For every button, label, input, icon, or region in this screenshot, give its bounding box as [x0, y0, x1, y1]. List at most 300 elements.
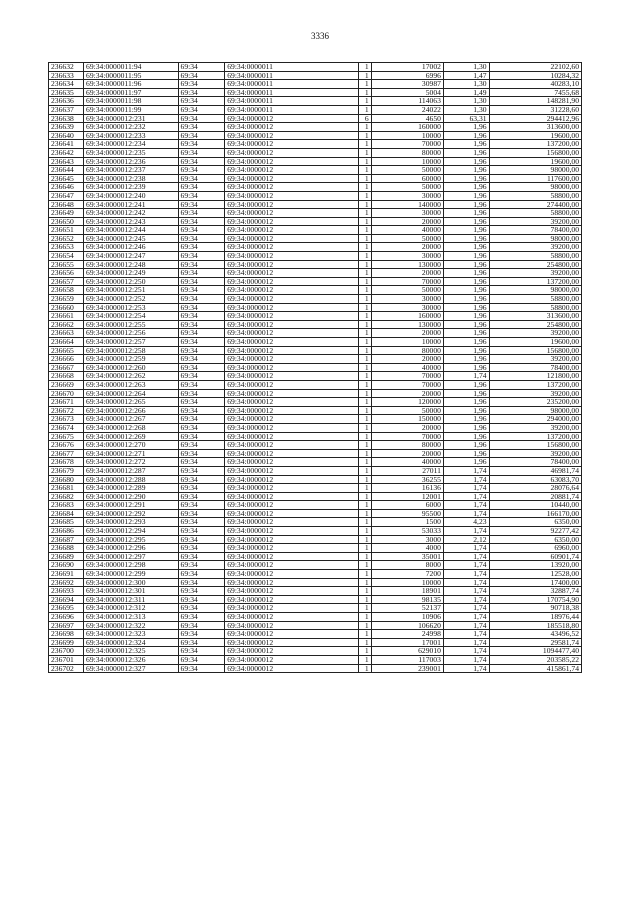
count-value-cell: 1	[358, 320, 371, 329]
row-id-cell: 236651	[49, 226, 84, 235]
area-value-cell: 80000	[371, 346, 443, 355]
area-value-cell: 36255	[371, 475, 443, 484]
rate-value-cell: 1,96	[443, 320, 489, 329]
count-value-cell: 1	[358, 484, 371, 493]
area-value-cell: 6996	[371, 71, 443, 80]
rate-value-cell: 1,74	[443, 466, 489, 475]
region-code-cell: 69:34	[178, 638, 225, 647]
region-code-cell: 69:34	[178, 183, 225, 192]
cost-value-cell: 203585,22	[489, 655, 581, 664]
cadastral-number-cell: 69:34:0000012:300	[84, 578, 178, 587]
region-code-cell: 69:34	[178, 621, 225, 630]
cost-value-cell: 7455,68	[489, 88, 581, 97]
block-number-cell: 69:34:0000011	[225, 105, 359, 114]
area-value-cell: 60000	[371, 174, 443, 183]
rate-value-cell: 1,30	[443, 63, 489, 72]
block-number-cell: 69:34:0000012	[225, 544, 359, 553]
cadastral-number-cell: 69:34:0000012:257	[84, 338, 178, 347]
count-value-cell: 1	[358, 355, 371, 364]
cadastral-number-cell: 69:34:0000012:296	[84, 544, 178, 553]
region-code-cell: 69:34	[178, 105, 225, 114]
area-value-cell: 10000	[371, 338, 443, 347]
region-code-cell: 69:34	[178, 552, 225, 561]
row-id-cell: 236649	[49, 209, 84, 218]
table-row	[49, 174, 582, 183]
row-id-cell: 236658	[49, 286, 84, 295]
row-id-cell: 236694	[49, 595, 84, 604]
area-value-cell: 30987	[371, 80, 443, 89]
row-id-cell: 236688	[49, 544, 84, 553]
count-value-cell: 1	[358, 595, 371, 604]
rate-value-cell: 1,30	[443, 80, 489, 89]
cost-value-cell: 235200,00	[489, 398, 581, 407]
table-row	[49, 509, 582, 518]
area-value-cell: 7200	[371, 570, 443, 579]
table-row	[49, 63, 582, 72]
table-row	[49, 647, 582, 656]
count-value-cell: 1	[358, 655, 371, 664]
cadastral-number-cell: 69:34:0000012:231	[84, 114, 178, 123]
table-row	[49, 338, 582, 347]
row-id-cell: 236670	[49, 389, 84, 398]
cadastral-number-cell: 69:34:0000012:295	[84, 535, 178, 544]
count-value-cell: 1	[358, 217, 371, 226]
cadastral-number-cell: 69:34:0000012:233	[84, 131, 178, 140]
cadastral-number-cell: 69:34:0000012:246	[84, 243, 178, 252]
region-code-cell: 69:34	[178, 200, 225, 209]
cadastral-number-cell: 69:34:0000012:251	[84, 286, 178, 295]
table-row	[49, 527, 582, 536]
rate-value-cell: 1,74	[443, 475, 489, 484]
rate-value-cell: 1,74	[443, 570, 489, 579]
area-value-cell: 27011	[371, 466, 443, 475]
table-row	[49, 329, 582, 338]
cadastral-number-cell: 69:34:0000012:262	[84, 372, 178, 381]
region-code-cell: 69:34	[178, 518, 225, 527]
count-value-cell: 1	[358, 415, 371, 424]
cost-value-cell: 29581,74	[489, 638, 581, 647]
row-id-cell: 236650	[49, 217, 84, 226]
rate-value-cell: 1,96	[443, 140, 489, 149]
table-row	[49, 209, 582, 218]
area-value-cell: 70000	[371, 432, 443, 441]
count-value-cell: 1	[358, 252, 371, 261]
cost-value-cell: 137200,00	[489, 277, 581, 286]
area-value-cell: 24998	[371, 630, 443, 639]
block-number-cell: 69:34:0000012	[225, 191, 359, 200]
count-value-cell: 1	[358, 200, 371, 209]
block-number-cell: 69:34:0000012	[225, 320, 359, 329]
cadastral-number-cell: 69:34:0000012:254	[84, 312, 178, 321]
region-code-cell: 69:34	[178, 88, 225, 97]
cost-value-cell: 58800,00	[489, 295, 581, 304]
count-value-cell: 1	[358, 295, 371, 304]
area-value-cell: 50000	[371, 234, 443, 243]
rate-value-cell: 1,96	[443, 423, 489, 432]
count-value-cell: 1	[358, 183, 371, 192]
cadastral-number-cell: 69:34:0000012:325	[84, 647, 178, 656]
cost-value-cell: 254800,00	[489, 260, 581, 269]
area-value-cell: 20000	[371, 449, 443, 458]
cost-value-cell: 78400,00	[489, 458, 581, 467]
rate-value-cell: 1,96	[443, 183, 489, 192]
count-value-cell: 1	[358, 243, 371, 252]
region-code-cell: 69:34	[178, 363, 225, 372]
block-number-cell: 69:34:0000012	[225, 398, 359, 407]
block-number-cell: 69:34:0000012	[225, 423, 359, 432]
area-value-cell: 10000	[371, 131, 443, 140]
area-value-cell: 20000	[371, 217, 443, 226]
block-number-cell: 69:34:0000012	[225, 226, 359, 235]
table-row	[49, 88, 582, 97]
area-value-cell: 239001	[371, 664, 443, 673]
table-row	[49, 415, 582, 424]
block-number-cell: 69:34:0000012	[225, 380, 359, 389]
row-id-cell: 236702	[49, 664, 84, 673]
table-row	[49, 630, 582, 639]
region-code-cell: 69:34	[178, 260, 225, 269]
table-row	[49, 123, 582, 132]
table-row	[49, 355, 582, 364]
cost-value-cell: 19600,00	[489, 157, 581, 166]
region-code-cell: 69:34	[178, 389, 225, 398]
row-id-cell: 236673	[49, 415, 84, 424]
row-id-cell: 236693	[49, 587, 84, 596]
row-id-cell: 236695	[49, 604, 84, 613]
cost-value-cell: 39200,00	[489, 355, 581, 364]
cadastral-number-cell: 69:34:0000012:245	[84, 234, 178, 243]
area-value-cell: 20000	[371, 269, 443, 278]
row-id-cell: 236685	[49, 518, 84, 527]
block-number-cell: 69:34:0000011	[225, 71, 359, 80]
rate-value-cell: 1,74	[443, 552, 489, 561]
region-code-cell: 69:34	[178, 226, 225, 235]
table-row	[49, 191, 582, 200]
count-value-cell: 1	[358, 312, 371, 321]
cadastral-number-cell: 69:34:0000011:96	[84, 80, 178, 89]
count-value-cell: 1	[358, 269, 371, 278]
region-code-cell: 69:34	[178, 509, 225, 518]
block-number-cell: 69:34:0000012	[225, 655, 359, 664]
region-code-cell: 69:34	[178, 123, 225, 132]
region-code-cell: 69:34	[178, 234, 225, 243]
cost-value-cell: 156800,00	[489, 148, 581, 157]
cadastral-number-cell: 69:34:0000012:237	[84, 166, 178, 175]
rate-value-cell: 1,74	[443, 501, 489, 510]
count-value-cell: 1	[358, 527, 371, 536]
cadastral-number-cell: 69:34:0000012:266	[84, 406, 178, 415]
table-row	[49, 398, 582, 407]
block-number-cell: 69:34:0000012	[225, 432, 359, 441]
cost-value-cell: 254800,00	[489, 320, 581, 329]
cadastral-number-cell: 69:34:0000012:263	[84, 380, 178, 389]
row-id-cell: 236671	[49, 398, 84, 407]
count-value-cell: 1	[358, 372, 371, 381]
table-row	[49, 406, 582, 415]
block-number-cell: 69:34:0000012	[225, 578, 359, 587]
count-value-cell: 1	[358, 234, 371, 243]
row-id-cell: 236686	[49, 527, 84, 536]
region-code-cell: 69:34	[178, 131, 225, 140]
cadastral-number-cell: 69:34:0000012:269	[84, 432, 178, 441]
area-value-cell: 30000	[371, 295, 443, 304]
area-value-cell: 140000	[371, 200, 443, 209]
cadastral-number-cell: 69:34:0000011:99	[84, 105, 178, 114]
rate-value-cell: 1,74	[443, 638, 489, 647]
cadastral-number-cell: 69:34:0000012:264	[84, 389, 178, 398]
region-code-cell: 69:34	[178, 114, 225, 123]
rate-value-cell: 1,96	[443, 131, 489, 140]
table-row	[49, 312, 582, 321]
count-value-cell: 1	[358, 544, 371, 553]
table-row	[49, 80, 582, 89]
count-value-cell: 1	[358, 338, 371, 347]
row-id-cell: 236654	[49, 252, 84, 261]
cadastral-number-cell: 69:34:0000012:236	[84, 157, 178, 166]
rate-value-cell: 1,96	[443, 226, 489, 235]
rate-value-cell: 1,74	[443, 621, 489, 630]
row-id-cell: 236632	[49, 63, 84, 72]
region-code-cell: 69:34	[178, 303, 225, 312]
block-number-cell: 69:34:0000012	[225, 630, 359, 639]
cadastral-number-cell: 69:34:0000012:268	[84, 423, 178, 432]
count-value-cell: 1	[358, 441, 371, 450]
table-row	[49, 183, 582, 192]
region-code-cell: 69:34	[178, 544, 225, 553]
block-number-cell: 69:34:0000012	[225, 552, 359, 561]
table-row	[49, 346, 582, 355]
rate-value-cell: 1,96	[443, 312, 489, 321]
table-row	[49, 501, 582, 510]
count-value-cell: 1	[358, 105, 371, 114]
area-value-cell: 50000	[371, 406, 443, 415]
rate-value-cell: 1,47	[443, 71, 489, 80]
cost-value-cell: 58800,00	[489, 252, 581, 261]
table-row	[49, 484, 582, 493]
rate-value-cell: 1,74	[443, 484, 489, 493]
cost-value-cell: 98000,00	[489, 286, 581, 295]
table-row	[49, 226, 582, 235]
rate-value-cell: 1,96	[443, 415, 489, 424]
cost-value-cell: 39200,00	[489, 243, 581, 252]
region-code-cell: 69:34	[178, 406, 225, 415]
area-value-cell: 130000	[371, 320, 443, 329]
row-id-cell: 236691	[49, 570, 84, 579]
block-number-cell: 69:34:0000011	[225, 88, 359, 97]
table-row	[49, 552, 582, 561]
count-value-cell: 1	[358, 303, 371, 312]
region-code-cell: 69:34	[178, 372, 225, 381]
cost-value-cell: 28076,64	[489, 484, 581, 493]
cost-value-cell: 148281,90	[489, 97, 581, 106]
cost-value-cell: 58800,00	[489, 209, 581, 218]
cadastral-number-cell: 69:34:0000012:311	[84, 595, 178, 604]
region-code-cell: 69:34	[178, 492, 225, 501]
table-row	[49, 570, 582, 579]
table-row	[49, 561, 582, 570]
table-row	[49, 260, 582, 269]
cadastral-number-cell: 69:34:0000012:292	[84, 509, 178, 518]
area-value-cell: 8000	[371, 561, 443, 570]
cadastral-number-cell: 69:34:0000012:267	[84, 415, 178, 424]
row-id-cell: 236700	[49, 647, 84, 656]
count-value-cell: 1	[358, 561, 371, 570]
region-code-cell: 69:34	[178, 140, 225, 149]
area-value-cell: 4000	[371, 544, 443, 553]
rate-value-cell: 1,96	[443, 398, 489, 407]
count-value-cell: 1	[358, 587, 371, 596]
region-code-cell: 69:34	[178, 217, 225, 226]
count-value-cell: 1	[358, 140, 371, 149]
cadastral-number-cell: 69:34:0000012:327	[84, 664, 178, 673]
rate-value-cell: 63,31	[443, 114, 489, 123]
region-code-cell: 69:34	[178, 578, 225, 587]
cadastral-number-cell: 69:34:0000012:299	[84, 570, 178, 579]
region-code-cell: 69:34	[178, 655, 225, 664]
cost-value-cell: 156800,00	[489, 346, 581, 355]
row-id-cell: 236661	[49, 312, 84, 321]
count-value-cell: 1	[358, 363, 371, 372]
cadastral-number-cell: 69:34:0000012:301	[84, 587, 178, 596]
row-id-cell: 236646	[49, 183, 84, 192]
cost-value-cell: 137200,00	[489, 140, 581, 149]
row-id-cell: 236638	[49, 114, 84, 123]
cadastral-number-cell: 69:34:0000012:239	[84, 183, 178, 192]
block-number-cell: 69:34:0000012	[225, 501, 359, 510]
cadastral-number-cell: 69:34:0000012:234	[84, 140, 178, 149]
area-value-cell: 120000	[371, 398, 443, 407]
region-code-cell: 69:34	[178, 243, 225, 252]
cost-value-cell: 63083,70	[489, 475, 581, 484]
row-id-cell: 236647	[49, 191, 84, 200]
count-value-cell: 1	[358, 406, 371, 415]
count-value-cell: 1	[358, 570, 371, 579]
table-row	[49, 475, 582, 484]
rate-value-cell: 1,74	[443, 509, 489, 518]
cost-value-cell: 40283,10	[489, 80, 581, 89]
rate-value-cell: 1,96	[443, 174, 489, 183]
count-value-cell: 1	[358, 226, 371, 235]
block-number-cell: 69:34:0000012	[225, 621, 359, 630]
rate-value-cell: 1,96	[443, 191, 489, 200]
region-code-cell: 69:34	[178, 191, 225, 200]
cost-value-cell: 137200,00	[489, 432, 581, 441]
cadastral-number-cell: 69:34:0000012:290	[84, 492, 178, 501]
row-id-cell: 236678	[49, 458, 84, 467]
row-id-cell: 236640	[49, 131, 84, 140]
cadastral-number-cell: 69:34:0000011:97	[84, 88, 178, 97]
block-number-cell: 69:34:0000012	[225, 647, 359, 656]
row-id-cell: 236683	[49, 501, 84, 510]
region-code-cell: 69:34	[178, 475, 225, 484]
count-value-cell: 1	[358, 492, 371, 501]
region-code-cell: 69:34	[178, 432, 225, 441]
row-id-cell: 236648	[49, 200, 84, 209]
cadastral-number-cell: 69:34:0000012:258	[84, 346, 178, 355]
area-value-cell: 20000	[371, 243, 443, 252]
cadastral-number-cell: 69:34:0000012:238	[84, 174, 178, 183]
table-row	[49, 71, 582, 80]
cost-value-cell: 90718,38	[489, 604, 581, 613]
cadastral-number-cell: 69:34:0000012:240	[84, 191, 178, 200]
block-number-cell: 69:34:0000012	[225, 518, 359, 527]
count-value-cell: 1	[358, 398, 371, 407]
table-row	[49, 380, 582, 389]
count-value-cell: 1	[358, 286, 371, 295]
count-value-cell: 1	[358, 518, 371, 527]
table-row	[49, 286, 582, 295]
cost-value-cell: 39200,00	[489, 423, 581, 432]
block-number-cell: 69:34:0000012	[225, 303, 359, 312]
block-number-cell: 69:34:0000012	[225, 406, 359, 415]
table-row	[49, 466, 582, 475]
region-code-cell: 69:34	[178, 630, 225, 639]
cost-value-cell: 39200,00	[489, 389, 581, 398]
block-number-cell: 69:34:0000012	[225, 269, 359, 278]
block-number-cell: 69:34:0000012	[225, 363, 359, 372]
region-code-cell: 69:34	[178, 157, 225, 166]
table-row	[49, 432, 582, 441]
region-code-cell: 69:34	[178, 355, 225, 364]
rate-value-cell: 1,96	[443, 243, 489, 252]
table-row	[49, 303, 582, 312]
cadastral-number-cell: 69:34:0000012:242	[84, 209, 178, 218]
count-value-cell: 1	[358, 191, 371, 200]
area-value-cell: 1500	[371, 518, 443, 527]
cost-value-cell: 78400,00	[489, 363, 581, 372]
cost-value-cell: 185518,80	[489, 621, 581, 630]
block-number-cell: 69:34:0000012	[225, 664, 359, 673]
row-id-cell: 236680	[49, 475, 84, 484]
region-code-cell: 69:34	[178, 380, 225, 389]
rate-value-cell: 1,96	[443, 346, 489, 355]
count-value-cell: 1	[358, 389, 371, 398]
cadastral-number-cell: 69:34:0000012:291	[84, 501, 178, 510]
table-row	[49, 252, 582, 261]
cost-value-cell: 22102,60	[489, 63, 581, 72]
region-code-cell: 69:34	[178, 320, 225, 329]
block-number-cell: 69:34:0000012	[225, 527, 359, 536]
block-number-cell: 69:34:0000012	[225, 346, 359, 355]
table-row	[49, 655, 582, 664]
cadastral-number-cell: 69:34:0000012:326	[84, 655, 178, 664]
block-number-cell: 69:34:0000012	[225, 561, 359, 570]
area-value-cell: 18901	[371, 587, 443, 596]
region-code-cell: 69:34	[178, 286, 225, 295]
block-number-cell: 69:34:0000012	[225, 277, 359, 286]
table-row	[49, 621, 582, 630]
row-id-cell: 236639	[49, 123, 84, 132]
table-body	[49, 63, 582, 673]
rate-value-cell: 1,96	[443, 338, 489, 347]
block-number-cell: 69:34:0000012	[225, 148, 359, 157]
area-value-cell: 95500	[371, 509, 443, 518]
cost-value-cell: 58800,00	[489, 303, 581, 312]
area-value-cell: 130000	[371, 260, 443, 269]
cost-value-cell: 274400,00	[489, 200, 581, 209]
cost-value-cell: 39200,00	[489, 329, 581, 338]
cost-value-cell: 43496,52	[489, 630, 581, 639]
region-code-cell: 69:34	[178, 252, 225, 261]
count-value-cell: 1	[358, 664, 371, 673]
rate-value-cell: 1,96	[443, 234, 489, 243]
table-row	[49, 518, 582, 527]
block-number-cell: 69:34:0000012	[225, 260, 359, 269]
row-id-cell: 236660	[49, 303, 84, 312]
table-row	[49, 295, 582, 304]
rate-value-cell: 1,74	[443, 544, 489, 553]
row-id-cell: 236657	[49, 277, 84, 286]
